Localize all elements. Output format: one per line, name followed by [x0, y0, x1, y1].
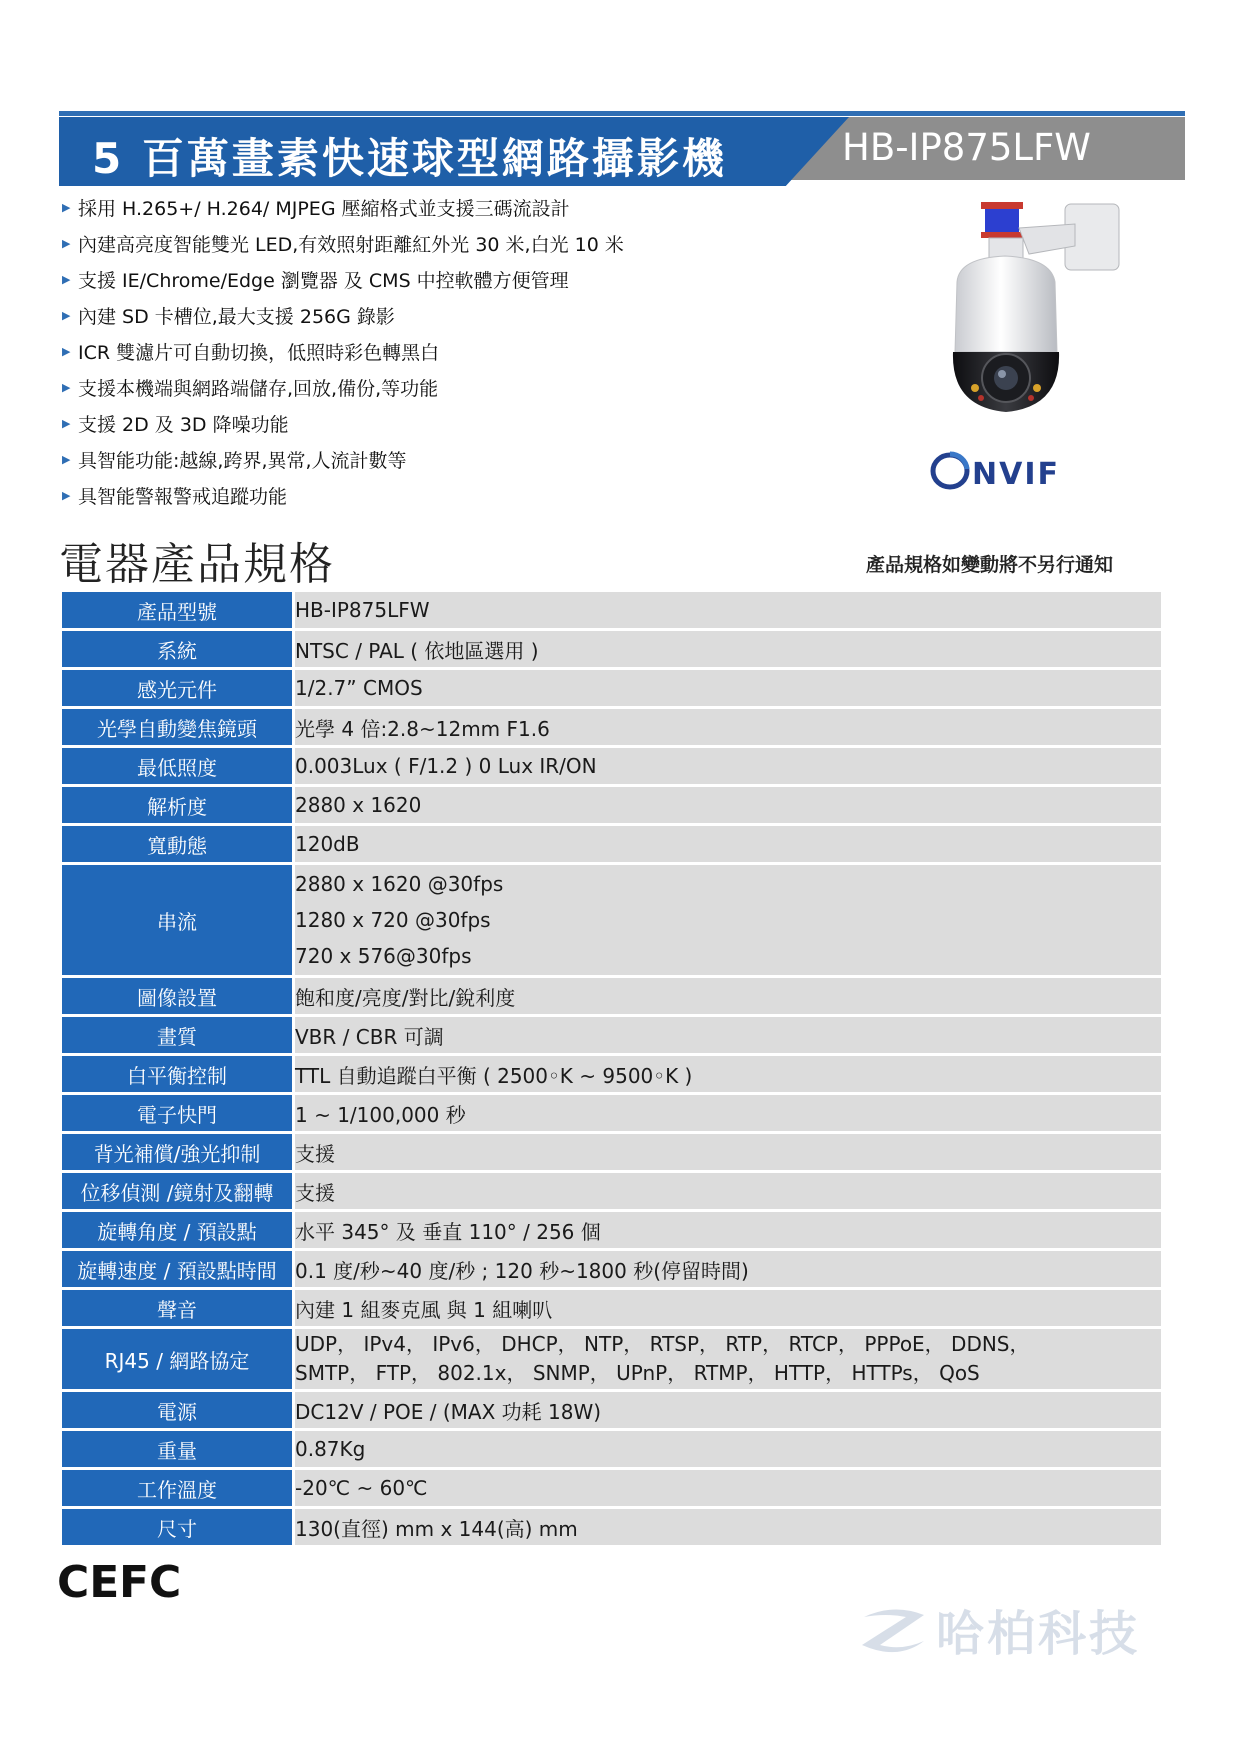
spec-label: 畫質: [61, 1016, 294, 1055]
spec-row: [61, 825, 1163, 864]
stream-line: 1280 x 720 @30fps: [295, 908, 491, 932]
spec-label: 串流: [61, 864, 294, 977]
spec-label: 最低照度: [61, 747, 294, 786]
bullet-icon: ▶: [62, 200, 71, 214]
ptz-camera-image: [945, 202, 1130, 447]
spec-value: 0.1 度/秒~40 度/秒 ; 120 秒~1800 秒(停留時間): [294, 1250, 1163, 1289]
spec-value: [294, 1328, 1163, 1391]
spec-value: 120dB: [294, 825, 1163, 864]
spec-row: [61, 1508, 1163, 1547]
spec-value: DC12V / POE / (MAX 功耗 18W): [294, 1391, 1163, 1430]
spec-row: [61, 1469, 1163, 1508]
spec-label: 電子快門: [61, 1094, 294, 1133]
fcc-mark-icon: FC: [119, 1557, 182, 1605]
spec-row: [61, 630, 1163, 669]
spec-row: [61, 591, 1163, 630]
bullet-icon: ▶: [62, 236, 71, 250]
spec-label: 電源: [61, 1391, 294, 1430]
svg-text:NVIF: NVIF: [972, 457, 1060, 492]
spec-label: 聲音: [61, 1289, 294, 1328]
spec-label: 白平衡控制: [61, 1055, 294, 1094]
feature-item: ▶ ICR 雙濾片可自動切換，低照時彩色轉黑白: [62, 341, 440, 364]
spec-label: 解析度: [61, 786, 294, 825]
page-title: 5 百萬畫素快速球型網路攝影機: [92, 134, 727, 183]
spec-value: 1/2.7” CMOS: [294, 669, 1163, 708]
spec-row: [61, 1430, 1163, 1469]
spec-label: 位移偵測 /鏡射及翻轉: [61, 1172, 294, 1211]
spec-label: 系統: [61, 630, 294, 669]
company-brand: [858, 1595, 1140, 1664]
spec-value: 水平 345° 及 垂直 110° / 256 個: [294, 1211, 1163, 1250]
spec-value: 飽和度/亮度/對比/銳利度: [294, 977, 1163, 1016]
spec-label: 光學自動變焦鏡頭: [61, 708, 294, 747]
spec-row: [61, 1055, 1163, 1094]
spec-row: [61, 1172, 1163, 1211]
spec-value: 光學 4 倍:2.8~12mm F1.6: [294, 708, 1163, 747]
spec-row: [61, 1289, 1163, 1328]
company-logo-icon: [858, 1605, 930, 1655]
spec-label: 產品型號: [61, 591, 294, 630]
spec-value: 0.003Lux ( F/1.2 ) 0 Lux IR/ON: [294, 747, 1163, 786]
feature-item: ▶ 具智能警報警戒追蹤功能: [62, 486, 288, 509]
bullet-icon: ▶: [62, 417, 71, 431]
spec-value: HB-IP875LFW: [294, 591, 1163, 630]
spec-row: [61, 747, 1163, 786]
spec-row: [61, 708, 1163, 747]
header-top-line: [59, 111, 1185, 116]
company-name: 哈柏科技: [936, 1606, 1141, 1662]
spec-label: 圖像設置: [61, 977, 294, 1016]
spec-value: 1 ~ 1/100,000 秒: [294, 1094, 1163, 1133]
spec-label: 旋轉速度 / 預設點時間: [61, 1250, 294, 1289]
bullet-icon: ▶: [62, 453, 71, 467]
spec-value: [294, 864, 1163, 977]
spec-notice: 產品規格如變動將不另行通知: [866, 554, 1114, 576]
spec-row: [61, 977, 1163, 1016]
spec-row: [61, 669, 1163, 708]
spec-value: NTSC / PAL ( 依地區選用 ): [294, 630, 1163, 669]
spec-label: 旋轉角度 / 預設點: [61, 1211, 294, 1250]
spec-label: 感光元件: [61, 669, 294, 708]
spec-label: 工作溫度: [61, 1469, 294, 1508]
spec-value: 支援: [294, 1172, 1163, 1211]
bullet-icon: ▶: [62, 381, 71, 395]
protocol-line: SMTP， FTP， 802.1x， SNMP， UPnP， RTMP， HTTP， HTTPs， QoS: [295, 1361, 980, 1385]
spec-label: 重量: [61, 1430, 294, 1469]
bullet-icon: ▶: [62, 308, 71, 322]
spec-row: [61, 1250, 1163, 1289]
spec-label: 寬動態: [61, 825, 294, 864]
model-number: HB-IP875LFW: [842, 126, 1091, 169]
ce-mark-icon: CE: [57, 1557, 120, 1605]
bullet-icon: ▶: [62, 272, 71, 286]
spec-row: [61, 1016, 1163, 1055]
spec-row: [61, 1328, 1163, 1391]
spec-value: -20℃ ~ 60℃: [294, 1469, 1163, 1508]
spec-row: [61, 1391, 1163, 1430]
spec-value: 0.87Kg: [294, 1430, 1163, 1469]
spec-value: 內建 1 組麥克風 與 1 組喇叭: [294, 1289, 1163, 1328]
feature-item: ▶ 支援 IE/Chrome/Edge 瀏覽器 及 CMS 中控軟體方便管理: [62, 269, 569, 292]
feature-item: ▶ 內建高亮度智能雙光 LED,有效照射距離紅外光 30 米,白光 10 米: [62, 233, 624, 256]
feature-item: ▶ 支援本機端與網路端儲存,回放,備份,等功能: [62, 378, 439, 401]
spec-row: [61, 786, 1163, 825]
spec-row: [61, 1133, 1163, 1172]
spec-row: [61, 1094, 1163, 1133]
onvif-logo: [928, 443, 1083, 499]
bullet-icon: ▶: [62, 489, 71, 503]
bullet-icon: ▶: [62, 344, 71, 358]
section-title: 電器產品規格: [59, 539, 335, 590]
feature-item: ▶ 具智能功能:越線,跨界,異常,人流計數等: [62, 450, 407, 473]
spec-label: 尺寸: [61, 1508, 294, 1547]
spec-row: [61, 864, 1163, 977]
feature-item: ▶ 採用 H.265+/ H.264/ MJPEG 壓縮格式並支援三碼流設計: [62, 197, 570, 220]
spec-value: TTL 自動追蹤白平衡 ( 2500◦K ~ 9500◦K ): [294, 1055, 1163, 1094]
feature-item: ▶ 支援 2D 及 3D 降噪功能: [62, 414, 289, 437]
spec-value: 2880 x 1620: [294, 786, 1163, 825]
feature-list: [60, 189, 624, 514]
certification-logos: [57, 1555, 185, 1605]
stream-line: 2880 x 1620 @30fps: [295, 872, 504, 896]
spec-value: 支援: [294, 1133, 1163, 1172]
feature-item: ▶ 內建 SD 卡槽位,最大支援 256G 錄影: [62, 305, 395, 328]
spec-label: RJ45 / 網路協定: [61, 1328, 294, 1391]
stream-line: 720 x 576@30fps: [295, 944, 472, 968]
spec-row: [61, 1211, 1163, 1250]
spec-value: VBR / CBR 可調: [294, 1016, 1163, 1055]
spec-label: 背光補償/強光抑制: [61, 1133, 294, 1172]
spec-table: [59, 589, 1164, 1548]
protocol-line: UDP， IPv4， IPv6， DHCP， NTP， RTSP， RTP， RTCP， PPPoE， DDNS，: [295, 1332, 1030, 1356]
spec-value: 130(直徑) mm x 144(高) mm: [294, 1508, 1163, 1547]
